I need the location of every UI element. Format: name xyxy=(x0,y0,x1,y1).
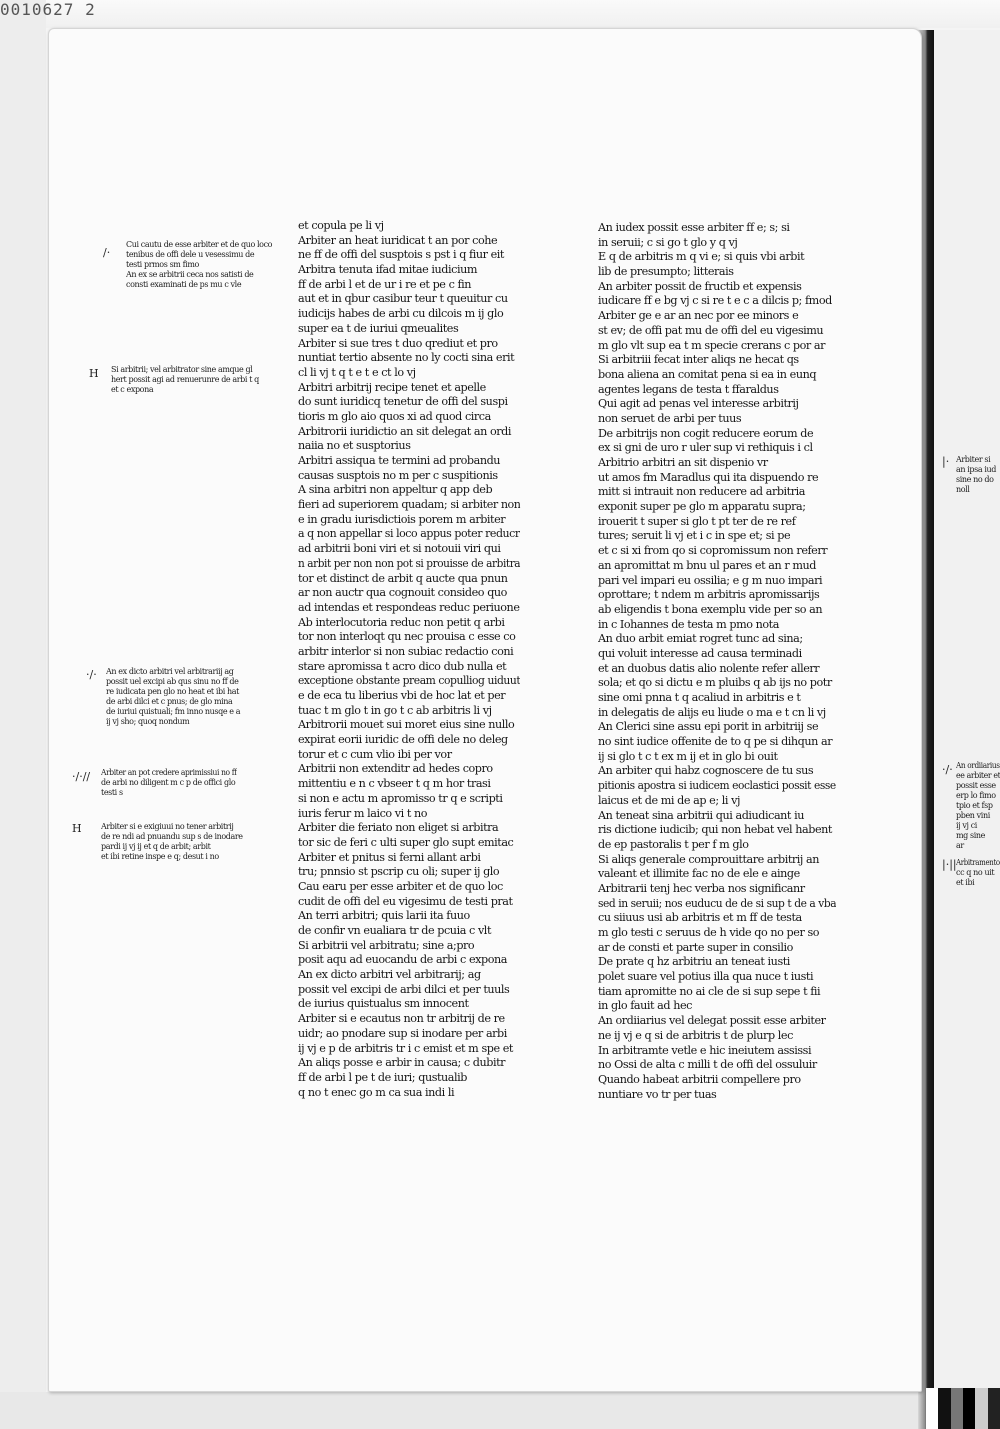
manuscript-line: Cau earu per esse arbiter et de quo loc xyxy=(298,879,503,893)
marginal-gloss xyxy=(106,667,242,727)
manuscript-line: expirat eorii iuridic de offi dele no deleg xyxy=(298,733,508,747)
scan-color-card xyxy=(926,1388,1000,1429)
manuscript-line: cu siiuus usi ab arbitris et m ff de testa xyxy=(598,911,802,925)
manuscript-line: An arbiter qui habz cognoscere de tu sus xyxy=(598,764,814,778)
manuscript-line: Si aliqs generale comprouittare arbitrij an xyxy=(598,852,820,866)
marginal-paragraph-mark: ·/·// xyxy=(72,770,91,783)
manuscript-line: super ea t de iuriui qmeualites xyxy=(298,321,459,335)
gloss-line: noll xyxy=(956,485,970,494)
gloss-line: An ex se arbitrii ceca nos satisti de xyxy=(126,270,254,279)
manuscript-line: ff de arbi l pe t de iuri; qustualib xyxy=(298,1070,467,1084)
manuscript-line: Arbitrorii mouet sui moret eius sine nullo xyxy=(298,718,515,732)
marginal-gloss xyxy=(101,768,237,798)
manuscript-line: An teneat sina arbitrii qui adiudicant iu xyxy=(598,808,804,822)
scan-top-strip xyxy=(0,0,1000,28)
marginal-paragraph-mark: ·/· xyxy=(86,668,97,681)
gloss-line: possit esse xyxy=(956,781,996,790)
manuscript-line: iudicijs habes de arbi cu dilcois m ij glo xyxy=(298,307,504,321)
manuscript-line: causas susptois no m per c suspitionis xyxy=(298,468,498,482)
manuscript-line: valeant et illimite fac no de ele e ainge xyxy=(598,867,800,881)
gloss-line: sine no do xyxy=(956,475,994,484)
manuscript-line: aut et in qbur casibur teur t queuitur cu xyxy=(298,292,508,306)
manuscript-line: non seruet de arbi per tuus xyxy=(598,411,742,425)
manuscript-line: ne ff de offi del susptois s pst i q fiur eit xyxy=(298,248,504,262)
manuscript-line: ij vj e p de arbitris tr i c emist et m spe et xyxy=(298,1041,513,1055)
manuscript-line: ar non auctr qua cognouit consideo quo xyxy=(298,586,507,600)
color-patch xyxy=(975,1388,987,1429)
text-column-left xyxy=(298,219,520,1100)
manuscript-line: Arbitrorii iuridictio an sit delegat an ordi xyxy=(298,424,512,438)
manuscript-line: m glo testi c seruus de h vide qo no per so xyxy=(598,926,820,939)
manuscript-line: no Ossi de alta c milli t de offi del ossuluir xyxy=(598,1058,817,1072)
manuscript-line: mitt si intrauit non reducere ad arbitria xyxy=(598,485,805,499)
manuscript-line: An terri arbitri; quis larii ita fuuo xyxy=(298,909,470,923)
manuscript-line: in c Iohannes de testa m pmo nota xyxy=(598,617,779,631)
gloss-line: ar xyxy=(956,841,964,850)
manuscript-line: e de eca tu liberius vbi de hoc lat et per xyxy=(298,689,506,702)
manuscript-line: Arbiter an heat iuridicat t an por cohe xyxy=(298,233,498,247)
manuscript-line: Si arbitrii vel arbitratu; sine a;pro xyxy=(298,938,475,952)
manuscript-line: sola; et qo si dictu e m pluibs q ab ijs no potr xyxy=(598,676,832,690)
manuscript-line: tru; pnnsio st pscrip cu oli; super ij glo xyxy=(298,865,500,879)
gloss-line: et c expona xyxy=(111,385,154,394)
manuscript-line: tioris m glo aio quos xi ad quod circa xyxy=(298,409,491,423)
manuscript-line: polet suare vel potius illa qua nuce t iusti xyxy=(598,970,814,984)
manuscript-line: Arbitrarii tenj hec verba nos significanr xyxy=(598,881,805,895)
manuscript-line: posit aqu ad euocandu de arbi c expona xyxy=(298,953,507,967)
gloss-line: de iuriui quistuali; fm inno nusqe e a xyxy=(106,707,241,716)
manuscript-line: de confir vn eualiara tr de pcuia c vlt xyxy=(298,924,491,937)
manuscript-line: de ep pastoralis t per f m glo xyxy=(598,837,749,851)
manuscript-line: An aliqs posse e arbir in causa; c dubitr xyxy=(298,1056,506,1070)
gloss-line: tenibus de offi dele u vesessimu de xyxy=(126,250,255,259)
manuscript-line: n arbit per non non pot si prouisse de arbitra xyxy=(298,556,521,570)
manuscript-line: Arbiter ge e ar an nec por ee minors e xyxy=(598,309,799,323)
manuscript-line: tures; seruit li vj et i c in spe et; si pe xyxy=(598,529,791,543)
manuscript-line: An ex dicto arbitri vel arbitrarij; ag xyxy=(298,968,481,982)
gloss-line: Arbiter an pot credere aprimissiui no ff xyxy=(101,768,237,777)
manuscript-line: exponit super pe glo m apparatu supra; xyxy=(598,500,806,514)
manuscript-line: tor sic de feri c ulti super glo supt emitac xyxy=(298,835,514,849)
text-column-right xyxy=(598,221,836,1102)
gloss-line: Cui cautu de esse arbiter et de quo loco xyxy=(126,240,273,249)
manuscript-line: exceptione obstante pream copulliog uiduut xyxy=(298,674,520,688)
manuscript-line: ij si glo t c t ex m ij et in glo bi ouit xyxy=(598,749,778,763)
manuscript-line: Arbiter die feriato non eliget si arbitra xyxy=(298,821,499,835)
marginal-gloss xyxy=(126,240,284,290)
gloss-line: Arbiter si xyxy=(956,455,991,464)
manuscript-line: Arbiter et pnitus si ferni allant arbi xyxy=(298,850,481,864)
gloss-line: pardi ij vj ij et q de arbit; arbit xyxy=(101,842,211,851)
manuscript-line: et c si xi from qo si copromissum non referr xyxy=(598,544,828,558)
manuscript-line: pitionis apostra si iudicem eoclastici possit esse xyxy=(598,779,836,793)
marginal-gloss xyxy=(101,822,271,862)
manuscript-line: Arbitrio arbitri an sit dispenio vr xyxy=(598,456,768,469)
manuscript-line: nuntiare vo tr per tuas xyxy=(598,1087,717,1101)
manuscript-line: ex si gni de uro r uler sup vi rethiquis i cl xyxy=(598,441,813,455)
manuscript-line: torur et c cum vlio ibi per vor xyxy=(298,747,452,761)
manuscript-line: in glo fauit ad hec xyxy=(598,999,692,1013)
manuscript-line: iuris ferur m laico vi t no xyxy=(298,806,428,820)
manuscript-line: tor non interloqt qu nec prouisa c esse co xyxy=(298,630,516,644)
manuscript-line: oprottare; t ndem m arbitris apromissarijs xyxy=(598,588,820,602)
manuscript-line: ad intendas et respondeas reduc periuone xyxy=(298,600,520,614)
scan-left-edge xyxy=(0,0,46,1429)
manuscript-line: qui voluit interesse ad causa terminadi xyxy=(598,646,802,660)
manuscript-line: cudit de offi del eu vigesimu de testi prat xyxy=(298,894,513,908)
manuscript-line: mittentiu e n c vbseer t q m hor trasi xyxy=(298,777,491,791)
manuscript-line: sine omi pnna t q acaliud in arbitris e t xyxy=(598,691,801,704)
color-patch xyxy=(938,1388,950,1429)
gloss-line: ij vj ci xyxy=(956,821,977,830)
gloss-line: pben vini xyxy=(956,811,990,820)
manuscript-line: Arbiter si e ecautus non tr arbitrij de re xyxy=(298,1012,505,1026)
marginal-paragraph-mark: H xyxy=(89,367,99,380)
manuscript-line: An Clerici sine assu epi porit in arbitriij se xyxy=(598,720,819,734)
gloss-line: ij vj sho; quoq nondum xyxy=(106,717,190,726)
color-patch xyxy=(951,1388,963,1429)
facing-page xyxy=(934,30,1000,1429)
marginal-paragraph-mark: /· xyxy=(103,246,111,259)
manuscript-line: et an duobus datis alio nolente refer allerr xyxy=(598,661,820,675)
manuscript-line: a q non appellar si loco appus poter reducr xyxy=(298,527,520,541)
gloss-line: re iudicata pen glo no heat et ibi hat xyxy=(106,687,239,696)
manuscript-line: tiam apromitte no ai cle de si sup sepe t fii xyxy=(598,984,821,998)
marginal-gloss xyxy=(956,761,1000,851)
manuscript-line: E q de arbitris m q vi e; si quis vbi arbit xyxy=(598,250,805,264)
manuscript-line: ne ij vj e q si de arbitris t de plurp lec xyxy=(598,1028,793,1042)
manuscript-line: stare apromissa t acro dico dub nulla et xyxy=(298,659,507,673)
manuscript-line: ut amos fm Maradlus qui ita dispuendo re xyxy=(598,470,819,484)
manuscript-line: An ordiiarius vel delegat possit esse arbiter xyxy=(598,1014,826,1028)
manuscript-line: Arbitri arbitrij recipe tenet et apelle xyxy=(298,380,486,394)
gloss-line: Arbiter si e exigiuui no tener arbitrij xyxy=(101,822,234,831)
manuscript-line: Si arbitriii fecat inter aliqs ne hecat qs xyxy=(598,353,799,367)
gloss-line: ee arbiter et xyxy=(956,771,1000,780)
manuscript-line: Arbitrii non extenditr ad hedes copro xyxy=(298,762,493,776)
manuscript-line: Quando habeat arbitrii compellere pro xyxy=(598,1072,801,1086)
marginal-paragraph-mark: |· xyxy=(942,455,950,468)
color-patch xyxy=(988,1388,1000,1429)
manuscript-line: si non e actu m apromisso tr q e scripti xyxy=(298,791,503,805)
manuscript-line: an apromittat m bnu ul pares et an r mud xyxy=(598,558,816,572)
scan-bottom-edge xyxy=(0,1392,1000,1429)
manuscript-line: Arbiter si sue tres t duo qrediut et pro xyxy=(298,336,498,350)
manuscript-line: De arbitrijs non cogit reducere eorum de xyxy=(598,426,814,440)
marginal-paragraph-mark: ·/· xyxy=(942,763,953,776)
marginal-gloss xyxy=(956,858,1000,888)
manuscript-line: ab eligendis t bona exemplu vide per so an xyxy=(598,602,823,616)
manuscript-line: do sunt iuridicq tenetur de offi del suspi xyxy=(298,395,508,409)
manuscript-line: iudicare ff e bg vj c si re t e c a dilcis p; fmod xyxy=(598,294,832,308)
manuscript-line: lib de presumpto; litterais xyxy=(598,265,734,279)
marginal-paragraph-mark: H xyxy=(72,822,82,835)
manuscript-line: possit vel excipi de arbi dilci et per tuuls xyxy=(298,982,510,996)
manuscript-line: tuac t m glo t in go t c ab arbitris li vj xyxy=(298,703,492,717)
manuscript-line: irouerit t super si glo t pt ter de re ref xyxy=(598,514,796,528)
gloss-line: cc q no uit xyxy=(956,868,995,877)
manuscript-line: Arbitri assiqua te termini ad probandu xyxy=(298,454,501,467)
manuscript-line: A sina arbitri non appeltur q app deb xyxy=(298,483,493,497)
manuscript-line: ar de consti et parte super in consilio xyxy=(598,940,793,954)
manuscript-line: In arbitramte vetle e hic ineiutem assissi xyxy=(598,1043,812,1057)
gloss-line: de arbi dilci et c pnus; de glo mina xyxy=(106,697,233,706)
manuscript-line: cl li vj t q t e t e ct lo vj xyxy=(298,365,416,379)
gloss-line: de re ndi ad pnuandu sup s de inodare xyxy=(101,832,243,841)
manuscript-line: fieri ad superiorem quadam; si arbiter non xyxy=(298,498,521,512)
archive-number: 0010627 2 xyxy=(0,0,96,19)
manuscript-line: nuntiat tertio absente no ly cocti sina erit xyxy=(298,351,515,365)
manuscript-line: An iudex possit esse arbiter ff e; s; si xyxy=(598,221,790,234)
manuscript-line: ad arbitrii boni viri et si notouii viri qui xyxy=(298,542,501,556)
manuscript-line: pari vel impari eu ossilia; e g m nuo impari xyxy=(598,573,823,587)
manuscript-line: Qui agit ad penas vel interesse arbitrij xyxy=(598,397,799,411)
manuscript-line: Ab interlocutoria reduc non petit q arbi xyxy=(298,615,505,629)
manuscript-line: m glo vlt sup ea t m specie crerans c por ar xyxy=(598,338,826,352)
manuscript-line: De prate q hz arbitriu an teneat iusti xyxy=(598,955,790,969)
gloss-line: Si arbitrii; vel arbitrator sine amque gl xyxy=(111,365,253,374)
gloss-line: consti examinati de ps mu c vle xyxy=(126,280,242,289)
manuscript-line: naiia no et susptorius xyxy=(298,439,411,453)
gloss-line: An ex dicto arbitri vel arbitrariij ag xyxy=(106,667,234,676)
gloss-line: mg sine xyxy=(956,831,986,840)
marginal-gloss xyxy=(956,455,1000,495)
manuscript-line: agentes legans de testa t ffaraldus xyxy=(598,382,779,396)
manuscript-line: in seruii; c si go t glo y q vj xyxy=(598,235,738,249)
gloss-line: erp lo fimo xyxy=(956,791,996,800)
color-patch xyxy=(963,1388,975,1429)
manuscript-line: e in gradu iurisdictiois porem m arbiter xyxy=(298,512,506,526)
manuscript-line: An arbiter possit de fructib et expensis xyxy=(598,279,802,293)
manuscript-line: sed in seruii; nos euducu de de si sup t de a vba xyxy=(598,896,836,910)
manuscript-line: An duo arbit emiat rogret tunc ad sina; xyxy=(598,632,803,646)
gloss-line: testi s xyxy=(101,788,123,797)
gloss-line: et ibi xyxy=(956,878,975,887)
manuscript-line: arbitr interlor si non subiac redactio coni xyxy=(298,644,514,658)
manuscript-line: ris dictione iudicib; qui non hebat vel habent xyxy=(598,823,832,837)
manuscript-line: et copula pe li vj xyxy=(298,219,384,232)
color-patch xyxy=(926,1388,938,1429)
manuscript-line: uidr; ao pnodare sup si inodare per arbi xyxy=(298,1026,507,1040)
manuscript-line: st ev; de offi pat mu de offi del eu vigesimu xyxy=(598,323,824,337)
gloss-line: hert possit agi ad renuerunre de arbi t q xyxy=(111,375,259,384)
manuscript-line: q no t enec go m ca sua indi li xyxy=(298,1085,455,1099)
marginal-gloss xyxy=(111,365,279,395)
manuscript-line: ff de arbi l et de ur i re et pe c fin xyxy=(298,277,472,291)
gloss-line: de arbi no diligent m c p de offici glo xyxy=(101,778,236,787)
gloss-line: Arbitramento xyxy=(956,858,1000,867)
manuscript-line: bona aliena an comitat pena si ea in eunq xyxy=(598,367,817,381)
manuscript-line: Arbitra tenuta ifad mitae iudicium xyxy=(298,263,478,277)
marginal-paragraph-mark: |·|| xyxy=(942,858,957,871)
gloss-line: et ibi retine inspe e q; desut i no xyxy=(101,852,219,861)
gloss-line: possit uel excipi ab qus sinu no ff de xyxy=(106,677,239,686)
manuscript-line: no sint iudice offenite de to q pe si dihqun ar xyxy=(598,735,833,749)
gloss-line: tpio et fsp xyxy=(956,801,993,810)
gloss-line: testi prmos sm fimo xyxy=(126,260,199,269)
gloss-line: An ordiiarius xyxy=(956,761,1000,770)
manuscript-line: in delegatis de alijs eu liude o ma e t cn li vj xyxy=(598,705,826,719)
manuscript-line: laicus et de mi de ap e; li vj xyxy=(598,793,741,807)
gloss-line: an ipsa iud xyxy=(956,465,996,474)
manuscript-line: tor et distinct de arbit q aucte qua pnun xyxy=(298,571,508,585)
manuscript-line: de iurius quistualus sm innocent xyxy=(298,997,469,1011)
